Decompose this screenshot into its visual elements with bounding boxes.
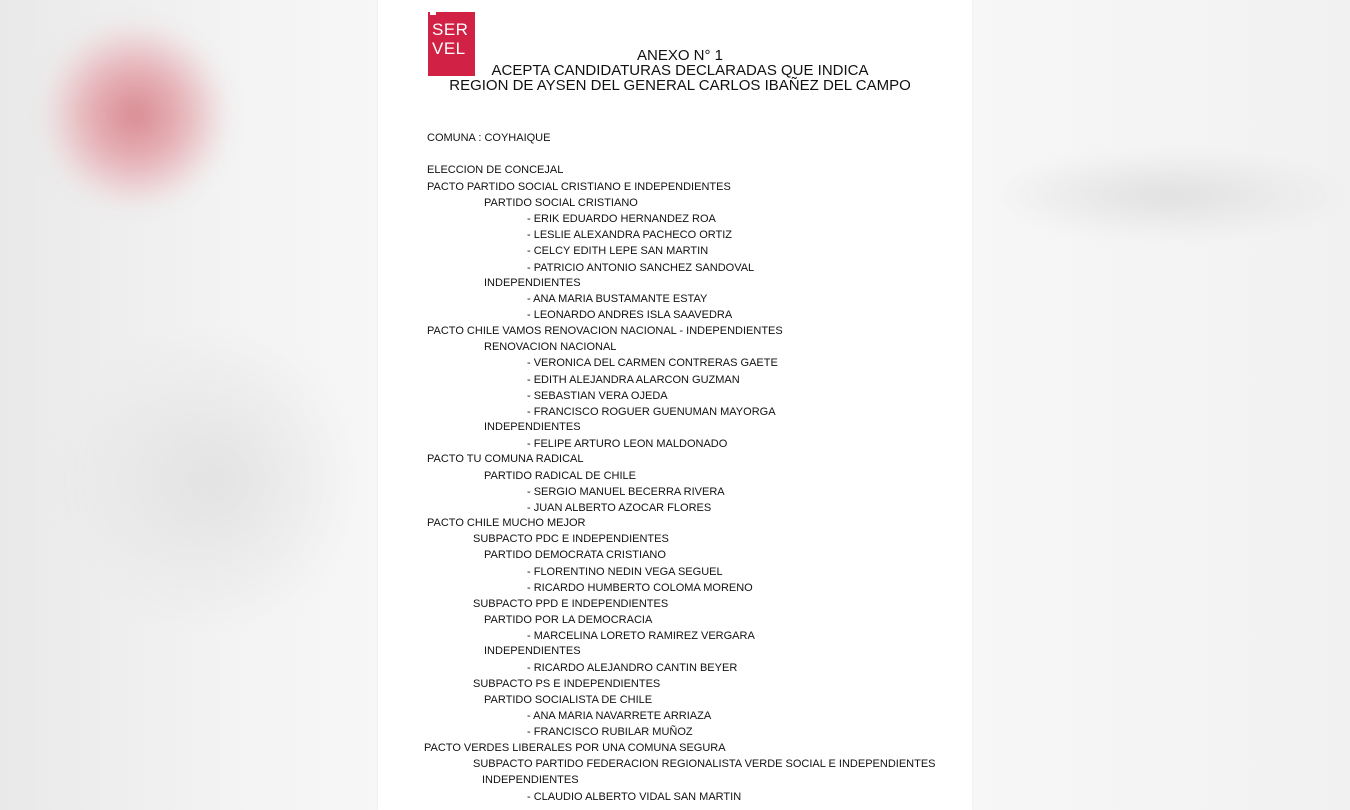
candidate-item: - PATRICIO ANTONIO SANCHEZ SANDOVAL: [527, 262, 755, 274]
party-heading: PARTIDO RADICAL DE CHILE: [484, 470, 636, 482]
candidate-item: - FELIPE ARTURO LEON MALDONADO: [527, 438, 728, 450]
pacto-heading: PACTO PARTIDO SOCIAL CRISTIANO E INDEPENDIENTES: [427, 181, 731, 193]
party-heading: RENOVACION NACIONAL: [484, 341, 617, 353]
subpacto-heading: SUBPACTO PPD E INDEPENDIENTES: [473, 598, 669, 610]
subpacto-heading: SUBPACTO PARTIDO FEDERACION REGIONALISTA VERDE SOCIAL E INDEPENDIENTES: [473, 758, 936, 770]
candidate-item: - FRANCISCO RUBILAR MUÑOZ: [527, 726, 693, 738]
candidate-item: - ANA MARIA NAVARRETE ARRIAZA: [527, 710, 712, 722]
comuna-label: COMUNA : COYHAIQUE: [427, 132, 551, 144]
logo-text-line2: VEL: [432, 39, 466, 58]
candidate-item: - MARCELINA LORETO RAMIREZ VERGARA: [527, 630, 755, 642]
candidate-item: - SEBASTIAN VERA OJEDA: [527, 390, 668, 402]
subpacto-heading: SUBPACTO PS E INDEPENDIENTES: [473, 678, 661, 690]
candidate-item: - RICARDO ALEJANDRO CANTIN BEYER: [527, 662, 738, 674]
candidate-item: - LESLIE ALEXANDRA PACHECO ORTIZ: [527, 229, 732, 241]
candidate-item: - SERGIO MANUEL BECERRA RIVERA: [527, 486, 725, 498]
party-heading: INDEPENDIENTES: [484, 421, 581, 433]
candidate-item: - RICARDO HUMBERTO COLOMA MORENO: [527, 582, 753, 594]
logo-text-line1: SER: [432, 20, 469, 39]
candidate-item: - ERIK EDUARDO HERNANDEZ ROA: [527, 213, 716, 225]
header-region: REGION DE AYSEN DEL GENERAL CARLOS IBAÑEZ DEL CAMPO: [449, 77, 911, 94]
party-heading: PARTIDO SOCIAL CRISTIANO: [484, 197, 638, 209]
candidate-item: - LEONARDO ANDRES ISLA SAAVEDRA: [527, 309, 733, 321]
party-heading: INDEPENDIENTES: [484, 645, 581, 657]
header-subtitle: ACEPTA CANDIDATURAS DECLARADAS QUE INDICA: [491, 62, 869, 79]
candidate-item: - ANA MARIA BUSTAMANTE ESTAY: [527, 293, 708, 305]
pacto-heading: PACTO CHILE VAMOS RENOVACION NACIONAL - INDEPENDIENTES: [427, 325, 783, 337]
pacto-heading: PACTO TU COMUNA RADICAL: [427, 453, 584, 465]
annex-title: ANEXO N° 1: [636, 47, 724, 64]
party-heading: INDEPENDIENTES: [484, 277, 581, 289]
election-title: ELECCION DE CONCEJAL: [427, 164, 564, 176]
candidate-item: - EDITH ALEJANDRA ALARCON GUZMAN: [527, 374, 740, 386]
candidate-item: - CELCY EDITH LEPE SAN MARTIN: [527, 245, 709, 257]
party-heading: INDEPENDIENTES: [482, 774, 579, 786]
candidate-item: - VERONICA DEL CARMEN CONTRERAS GAETE: [527, 357, 778, 369]
pacto-heading: PACTO CHILE MUCHO MEJOR: [427, 517, 586, 529]
party-heading: PARTIDO POR LA DEMOCRACIA: [484, 614, 653, 626]
candidate-item: - FLORENTINO NEDIN VEGA SEGUEL: [527, 566, 723, 578]
pacto-heading: PACTO VERDES LIBERALES POR UNA COMUNA SEGURA: [424, 742, 726, 754]
candidate-item: - FRANCISCO ROGUER GUENUMAN MAYORGA: [527, 406, 776, 418]
party-heading: PARTIDO DEMOCRATA CRISTIANO: [484, 549, 666, 561]
subpacto-heading: SUBPACTO PDC E INDEPENDIENTES: [473, 533, 669, 545]
candidate-item: - CLAUDIO ALBERTO VIDAL SAN MARTIN: [527, 791, 742, 803]
party-heading: PARTIDO SOCIALISTA DE CHILE: [484, 694, 653, 706]
candidate-item: - JUAN ALBERTO AZOCAR FLORES: [527, 502, 712, 514]
